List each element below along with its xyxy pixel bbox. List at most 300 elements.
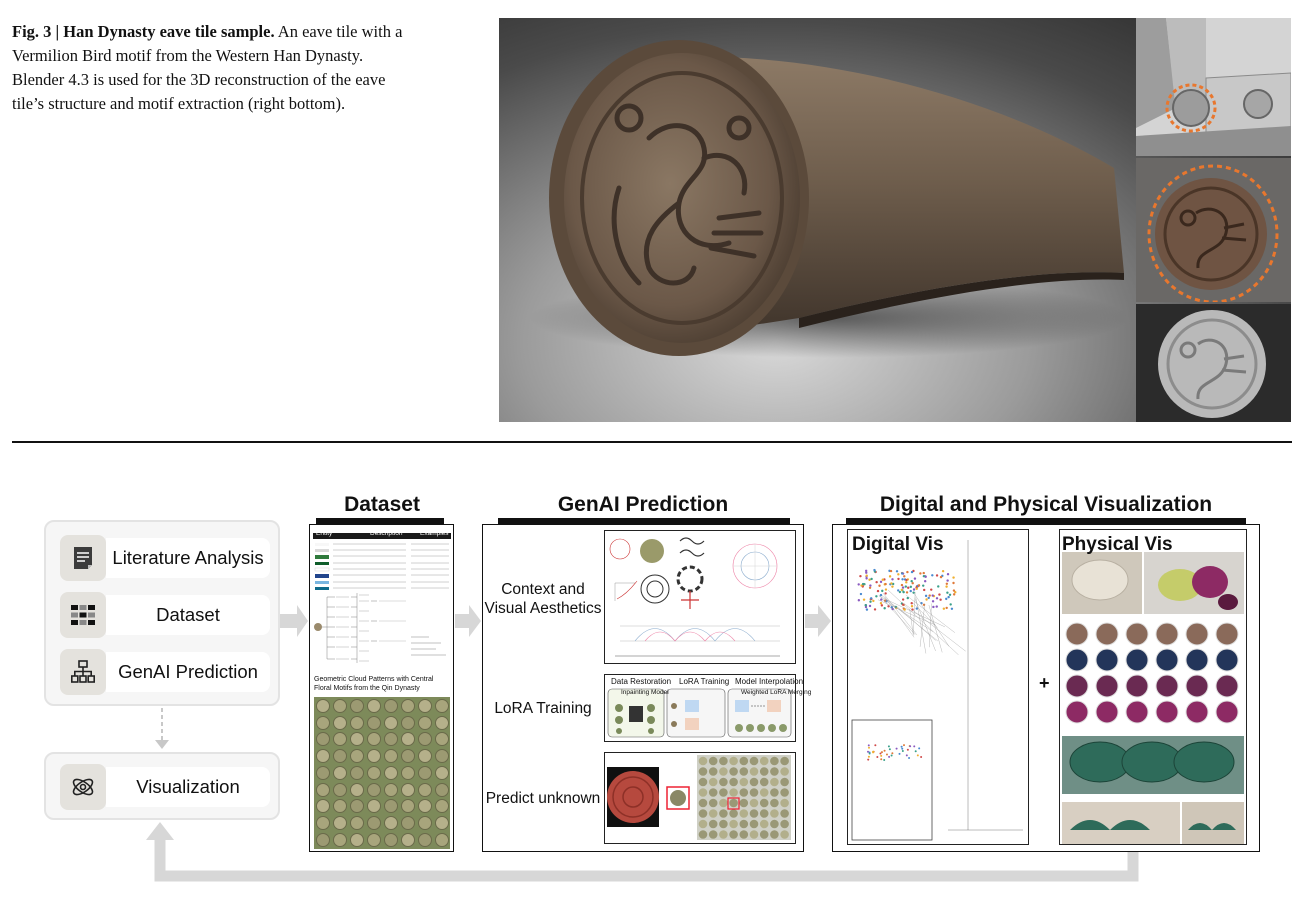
pattern-tile xyxy=(435,783,449,797)
digital-point xyxy=(866,608,868,610)
predicted-tile xyxy=(729,767,738,776)
inset-point xyxy=(884,750,886,752)
pattern-tile xyxy=(350,699,364,713)
digital-point xyxy=(913,588,915,590)
digital-point xyxy=(880,602,882,604)
physical-tile xyxy=(1216,701,1238,723)
predicted-tile xyxy=(699,757,708,766)
inset-point xyxy=(867,759,869,761)
pattern-tile xyxy=(435,749,449,763)
digital-link xyxy=(879,595,916,635)
digital-point xyxy=(907,587,909,589)
digital-point xyxy=(866,574,868,576)
workflow-stages-panel xyxy=(44,520,280,706)
pattern-tile xyxy=(350,833,364,847)
pattern-tile xyxy=(333,833,347,847)
predicted-tile xyxy=(760,830,769,839)
genai-title: GenAI Prediction xyxy=(557,493,729,516)
predicted-tile xyxy=(750,809,759,818)
digital-point xyxy=(911,571,913,573)
digital-point xyxy=(865,572,867,574)
digital-point xyxy=(903,575,905,577)
predicted-tile xyxy=(750,830,759,839)
predicted-tile xyxy=(780,799,789,808)
physical-tile xyxy=(1126,623,1148,645)
digital-point xyxy=(932,594,934,596)
section-context-visual-aesthetics: Context and Visual Aesthetics xyxy=(484,581,602,617)
pattern-tile xyxy=(435,716,449,730)
predicted-tile xyxy=(729,757,738,766)
digital-point xyxy=(901,589,903,591)
inset-point xyxy=(879,752,881,754)
predicted-tile xyxy=(729,799,738,808)
pattern-tile xyxy=(401,766,415,780)
digital-point xyxy=(947,573,949,575)
inset-point xyxy=(876,756,878,758)
stage-label: GenAI Prediction xyxy=(106,652,270,692)
digital-point xyxy=(945,585,947,587)
digital-point xyxy=(911,608,913,610)
digital-point xyxy=(865,604,867,606)
digital-point xyxy=(901,572,903,574)
digital-point xyxy=(953,593,955,595)
predicted-tile xyxy=(760,788,769,797)
pattern-tile xyxy=(316,699,330,713)
pattern-tile xyxy=(418,816,432,830)
digital-point xyxy=(942,570,944,572)
pattern-tile xyxy=(435,732,449,746)
pattern-tile xyxy=(316,816,330,830)
predicted-tile xyxy=(719,767,728,776)
predicted-tile xyxy=(770,788,779,797)
pattern-tile xyxy=(384,833,398,847)
predicted-tile xyxy=(719,830,728,839)
digital-point xyxy=(946,583,948,585)
figure-label: Fig. 3 | Han Dynasty eave tile sample. xyxy=(12,22,275,41)
digital-point xyxy=(883,607,885,609)
stage-label: Literature Analysis xyxy=(106,538,270,578)
inset-point xyxy=(907,749,909,751)
pattern-tile xyxy=(367,799,381,813)
digital-link xyxy=(888,590,958,655)
inset-point xyxy=(880,755,882,757)
pattern-tile xyxy=(316,833,330,847)
predicted-tile xyxy=(750,767,759,776)
digital-point xyxy=(870,597,872,599)
digital-point xyxy=(862,583,864,585)
digital-point xyxy=(945,607,947,609)
digital-point xyxy=(880,598,882,600)
digital-point xyxy=(946,592,948,594)
digital-point xyxy=(884,583,886,585)
digital-point xyxy=(918,584,920,586)
predicted-tile xyxy=(709,757,718,766)
pattern-tile xyxy=(401,732,415,746)
digital-point xyxy=(896,570,898,572)
lora-training-figure xyxy=(604,674,812,742)
digital-point xyxy=(910,590,912,592)
digital-point xyxy=(906,591,908,593)
digital-point xyxy=(905,579,907,581)
pattern-tile xyxy=(401,799,415,813)
digital-point xyxy=(881,604,883,606)
digital-point xyxy=(946,579,948,581)
digital-point xyxy=(897,589,899,591)
pattern-tile xyxy=(333,766,347,780)
pattern-tile xyxy=(350,716,364,730)
digital-point xyxy=(885,588,887,590)
digital-point xyxy=(902,586,904,588)
predicted-tile xyxy=(760,809,769,818)
digital-point xyxy=(858,583,860,585)
inset-point xyxy=(888,756,890,758)
pattern-tile xyxy=(316,732,330,746)
digital-point xyxy=(945,598,947,600)
pattern-tile xyxy=(316,716,330,730)
predicted-tile xyxy=(780,767,789,776)
pattern-tile xyxy=(435,816,449,830)
digital-point xyxy=(952,576,954,578)
inset-point xyxy=(880,758,882,760)
pattern-tile xyxy=(316,749,330,763)
pattern-tile xyxy=(418,783,432,797)
genai-panel xyxy=(482,524,812,852)
inset-point xyxy=(896,748,898,750)
pattern-tile xyxy=(401,833,415,847)
predicted-tile xyxy=(780,820,789,829)
table-header-examples: Examples xyxy=(420,530,449,537)
digital-point xyxy=(928,594,930,596)
pattern-tile xyxy=(333,799,347,813)
digital-point xyxy=(916,588,918,590)
digital-point xyxy=(881,590,883,592)
digital-point xyxy=(873,569,875,571)
grid-icon xyxy=(60,592,106,638)
digital-point xyxy=(877,590,879,592)
predicted-tile xyxy=(699,809,708,818)
predicted-tile xyxy=(770,809,779,818)
stage-visualization[interactable] xyxy=(60,764,270,810)
pattern-tile xyxy=(384,732,398,746)
stage-literature-analysis[interactable] xyxy=(60,535,270,581)
predicted-tile xyxy=(699,820,708,829)
pattern-tile xyxy=(384,783,398,797)
inset-point xyxy=(891,752,893,754)
visualization-title: Digital and Physical Visualization xyxy=(879,493,1213,516)
table-header-description: Description xyxy=(370,530,403,537)
predicted-tile xyxy=(719,799,728,808)
inset-point xyxy=(909,745,911,747)
digital-point xyxy=(906,571,908,573)
pattern-tile xyxy=(367,816,381,830)
digital-link xyxy=(913,592,915,634)
predicted-tile xyxy=(709,809,718,818)
pattern-tile xyxy=(418,716,432,730)
section-lora-training: LoRA Training xyxy=(494,700,592,717)
stage-genai-prediction[interactable] xyxy=(60,649,270,695)
predicted-tile xyxy=(750,820,759,829)
digital-link xyxy=(914,593,949,646)
visualization-stage-panel xyxy=(44,752,280,820)
lora-step-model-interpolation: Model Interpolation xyxy=(735,677,804,686)
predicted-tile xyxy=(709,778,718,787)
pattern-tile xyxy=(418,766,432,780)
lora-step-lora-training: LoRA Training xyxy=(679,677,730,686)
digital-point xyxy=(905,581,907,583)
digital-point xyxy=(952,582,954,584)
physical-tile xyxy=(1066,649,1088,671)
digital-point xyxy=(912,582,914,584)
pattern-tile xyxy=(333,816,347,830)
digital-point xyxy=(860,593,862,595)
pattern-tile xyxy=(418,799,432,813)
predicted-tile xyxy=(740,767,749,776)
predicted-tile xyxy=(750,788,759,797)
pattern-tile xyxy=(384,749,398,763)
predicted-tile xyxy=(760,820,769,829)
digital-point xyxy=(951,608,953,610)
predicted-tile xyxy=(699,799,708,808)
predicted-tile xyxy=(729,820,738,829)
pattern-tile xyxy=(350,732,364,746)
digital-point xyxy=(891,578,893,580)
predicted-tile xyxy=(750,799,759,808)
digital-point xyxy=(875,595,877,597)
predicted-tile xyxy=(770,830,779,839)
pattern-tile xyxy=(384,816,398,830)
physical-tile xyxy=(1096,701,1118,723)
document-icon xyxy=(60,535,106,581)
predicted-tile xyxy=(740,757,749,766)
digital-point xyxy=(947,596,949,598)
inset-point xyxy=(874,744,876,746)
predicted-tile xyxy=(740,788,749,797)
pattern-tile xyxy=(401,699,415,713)
digital-point xyxy=(931,574,933,576)
dataset-panel xyxy=(309,524,454,852)
physical-tile xyxy=(1186,649,1208,671)
digital-point xyxy=(938,593,940,595)
predicted-tile xyxy=(770,757,779,766)
predicted-tile xyxy=(770,799,779,808)
pattern-tile xyxy=(333,699,347,713)
digital-point xyxy=(901,584,903,586)
digital-point xyxy=(874,608,876,610)
predicted-tile xyxy=(760,757,769,766)
predicted-tile xyxy=(709,799,718,808)
pattern-tile xyxy=(333,749,347,763)
physical-tile xyxy=(1066,675,1088,697)
arrow-to-genai xyxy=(455,605,481,637)
digital-point xyxy=(897,578,899,580)
inset-point xyxy=(913,745,915,747)
pattern-tile xyxy=(350,799,364,813)
dataset-entity-table xyxy=(311,531,453,681)
digital-point xyxy=(872,600,874,602)
pattern-tile xyxy=(333,783,347,797)
predicted-tile xyxy=(719,820,728,829)
physical-tile xyxy=(1186,675,1208,697)
digital-point xyxy=(882,579,884,581)
digital-point xyxy=(891,585,893,587)
pattern-tile xyxy=(367,699,381,713)
predicted-tile xyxy=(709,820,718,829)
physical-tile xyxy=(1216,649,1238,671)
hierarchy-icon xyxy=(60,649,106,695)
pattern-tile xyxy=(418,833,432,847)
stage-dataset[interactable] xyxy=(60,592,270,638)
digital-point xyxy=(897,573,899,575)
physical-tile xyxy=(1126,649,1148,671)
inset-point xyxy=(915,750,917,752)
digital-point xyxy=(912,591,914,593)
digital-point xyxy=(937,585,939,587)
pattern-tile xyxy=(316,783,330,797)
digital-point xyxy=(884,592,886,594)
predicted-tile xyxy=(709,788,718,797)
inset-point xyxy=(902,750,904,752)
physical-tile xyxy=(1156,675,1178,697)
inset-point xyxy=(917,754,919,756)
digital-point xyxy=(940,576,942,578)
digital-point xyxy=(928,597,930,599)
digital-point xyxy=(869,601,871,603)
inset-point xyxy=(881,751,883,753)
orbit-icon xyxy=(60,764,106,810)
digital-link xyxy=(883,593,917,635)
digital-point xyxy=(939,599,941,601)
inset-point xyxy=(903,744,905,746)
context-aesthetics-figure xyxy=(604,530,796,664)
digital-point xyxy=(949,594,951,596)
predicted-tile xyxy=(740,820,749,829)
physical-tile xyxy=(1156,623,1178,645)
inset-point xyxy=(918,747,920,749)
digital-link xyxy=(885,597,914,638)
pattern-tile xyxy=(367,749,381,763)
digital-point xyxy=(880,594,882,596)
predicted-tile xyxy=(780,809,789,818)
digital-point xyxy=(868,579,870,581)
predicted-tile xyxy=(770,767,779,776)
pattern-tile xyxy=(333,716,347,730)
pattern-tile xyxy=(401,816,415,830)
predicted-tile xyxy=(699,788,708,797)
pattern-tile xyxy=(384,766,398,780)
physical-tile xyxy=(1096,649,1118,671)
digital-link xyxy=(904,603,966,651)
inset-point xyxy=(899,753,901,755)
predicted-tile xyxy=(719,788,728,797)
predicted-tile xyxy=(740,778,749,787)
predicted-tile xyxy=(750,757,759,766)
pattern-tile xyxy=(350,783,364,797)
predicted-tile xyxy=(780,757,789,766)
digital-point xyxy=(932,600,934,602)
digital-point xyxy=(890,582,892,584)
table-header-entity: Entity xyxy=(316,530,333,537)
inset-point xyxy=(891,755,893,757)
digital-point xyxy=(923,589,925,591)
predicted-tile xyxy=(740,830,749,839)
pattern-tile xyxy=(401,783,415,797)
physical-tile xyxy=(1126,701,1148,723)
digital-point xyxy=(936,597,938,599)
pattern-tile xyxy=(367,783,381,797)
physical-tile xyxy=(1186,701,1208,723)
physical-tile xyxy=(1126,675,1148,697)
pattern-tile xyxy=(384,716,398,730)
digital-point xyxy=(859,575,861,577)
digital-point xyxy=(869,584,871,586)
physical-tile xyxy=(1156,701,1178,723)
digital-point xyxy=(910,580,912,582)
physical-tile xyxy=(1156,649,1178,671)
physical-tile xyxy=(1096,623,1118,645)
pattern-tile xyxy=(350,816,364,830)
physical-vis-title: Physical Vis xyxy=(1062,534,1173,555)
digital-vis-figure xyxy=(847,529,1029,845)
digital-point xyxy=(870,578,872,580)
pattern-tile xyxy=(435,699,449,713)
predicted-tile xyxy=(699,778,708,787)
predicted-tile xyxy=(750,778,759,787)
physical-tile xyxy=(1066,623,1088,645)
predicted-tile xyxy=(740,809,749,818)
predicted-tile xyxy=(729,778,738,787)
digital-point xyxy=(858,599,860,601)
inset-point xyxy=(908,757,910,759)
digital-point xyxy=(936,574,938,576)
visualization-panel xyxy=(832,524,1260,852)
inset-point xyxy=(920,756,922,758)
digital-point xyxy=(911,602,913,604)
pattern-tile-grid xyxy=(314,697,450,849)
figure-caption-text: An eave tile with a Vermilion Bird motif from the Western Han Dynasty. Blender 4.3 is used for the 3D reconstruction of the eave tile’s structure and motif extraction (right bottom). xyxy=(12,22,403,113)
inset-point xyxy=(868,747,870,749)
digital-link xyxy=(879,596,945,627)
digital-point xyxy=(924,580,926,582)
predicted-tile xyxy=(780,788,789,797)
pattern-tile xyxy=(401,716,415,730)
pattern-tile xyxy=(367,833,381,847)
predicted-tile xyxy=(740,799,749,808)
predicted-tile xyxy=(699,767,708,776)
digital-point xyxy=(936,605,938,607)
pattern-tile xyxy=(350,766,364,780)
inset-point xyxy=(901,748,903,750)
pattern-tile xyxy=(401,749,415,763)
pattern-tile xyxy=(367,766,381,780)
digital-point xyxy=(863,598,865,600)
pattern-tile xyxy=(435,766,449,780)
predicted-tile xyxy=(719,757,728,766)
inset-point xyxy=(883,759,885,761)
predicted-tile xyxy=(719,809,728,818)
digital-point xyxy=(878,585,880,587)
predicted-tile xyxy=(719,778,728,787)
arrow-to-dataset xyxy=(280,605,308,637)
physical-tile xyxy=(1216,623,1238,645)
dataset-title: Dataset xyxy=(344,493,420,516)
digital-vis-title: Digital Vis xyxy=(852,534,944,555)
lora-step-data-restoration: Data Restoration xyxy=(611,677,672,686)
inset-point xyxy=(868,744,870,746)
digital-point xyxy=(914,577,916,579)
digital-point xyxy=(902,598,904,600)
inset-point xyxy=(888,745,890,747)
inset-point xyxy=(886,753,888,755)
